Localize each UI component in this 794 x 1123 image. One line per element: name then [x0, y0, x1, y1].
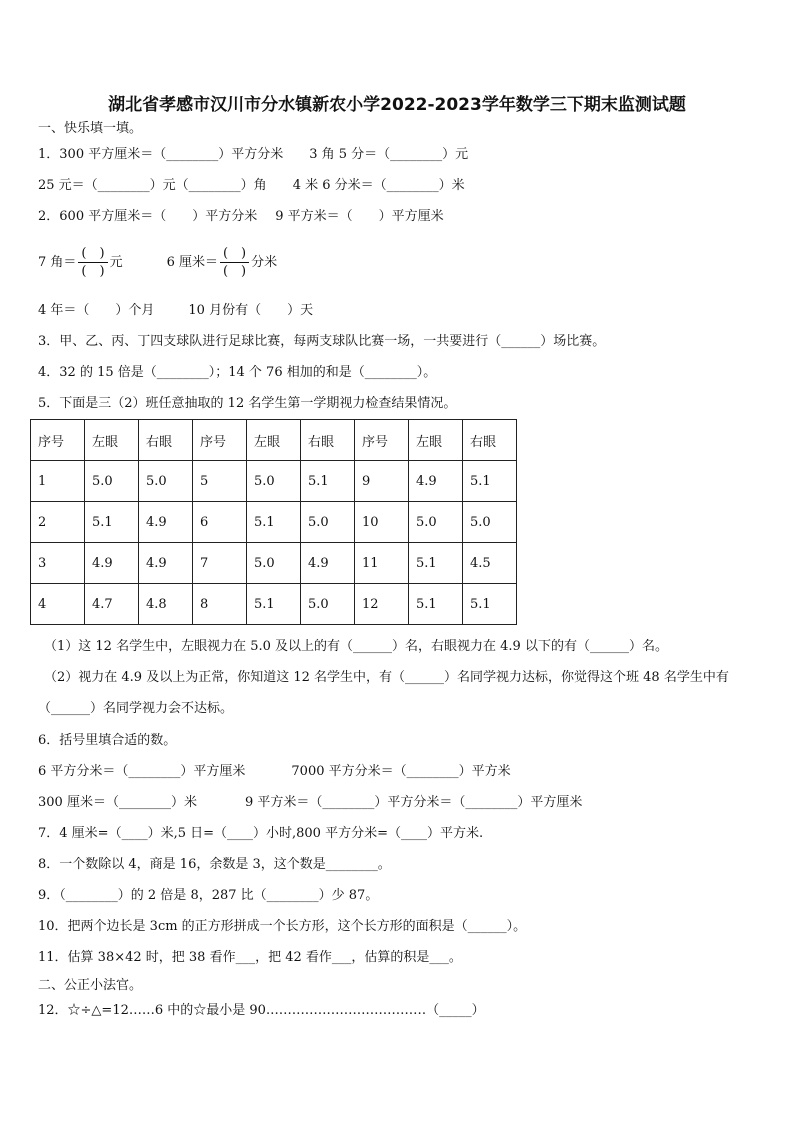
- question-5: 5．下面是三（2）班任意抽取的 12 名学生第一学期视力检查结果情况。: [38, 396, 457, 411]
- fraction-1-denominator: ( ): [81, 264, 105, 279]
- table-header-cell: 右眼: [301, 420, 355, 461]
- table-cell: 5.0: [301, 502, 355, 543]
- table-cell: 5.0: [247, 461, 301, 502]
- table-header-cell: 右眼: [463, 420, 517, 461]
- q1-part-c: 25 元＝（________）元（________）角: [38, 178, 267, 193]
- table-cell: 5.0: [409, 502, 463, 543]
- question-9: 9．（________）的 2 倍是 8，287 比（________）少 87。: [38, 888, 379, 903]
- fraction-2: [220, 245, 249, 280]
- table-cell: 5.0: [301, 584, 355, 625]
- q6-part-b: 7000 平方分米＝（________）平方米: [291, 764, 511, 779]
- question-8: 8．一个数除以 4，商是 16，余数是 3，这个数是________。: [38, 857, 391, 872]
- table-header-cell: 左眼: [85, 420, 139, 461]
- table-cell: 5.0: [247, 543, 301, 584]
- table-header-cell: 序号: [355, 420, 409, 461]
- fraction-2-denominator: ( ): [222, 264, 247, 279]
- table-cell: 4.7: [85, 584, 139, 625]
- q2-part-b: 9 平方米＝（ ）平方厘米: [275, 209, 444, 224]
- question-2-line-1: [38, 209, 444, 225]
- table-cell: 5.1: [463, 461, 517, 502]
- table-cell: 4.9: [139, 543, 193, 584]
- q1-part-b: 3 角 5 分＝（________）元: [309, 147, 469, 162]
- section-heading-2: 二、公正小法官。: [38, 978, 143, 993]
- q6-part-c: 300 厘米＝（________）米: [38, 795, 197, 810]
- section-heading-1: 一、快乐填一填。: [38, 121, 143, 136]
- table-row: [31, 502, 517, 543]
- fraction-1-numerator: ( ): [81, 246, 105, 261]
- table-cell: 2: [31, 502, 85, 543]
- table-cell: 8: [193, 584, 247, 625]
- table-header-row: [31, 420, 517, 461]
- q1-part-a: 1．300 平方厘米＝（________）平方分米: [38, 147, 284, 162]
- table-cell: 4.9: [85, 543, 139, 584]
- table-cell: 4.9: [409, 461, 463, 502]
- fraction-1: [78, 245, 107, 280]
- table-cell: 5.0: [139, 461, 193, 502]
- question-1-line-2: [38, 178, 465, 194]
- table-cell: 11: [355, 543, 409, 584]
- table-header-cell: 序号: [31, 420, 85, 461]
- table-cell: 1: [31, 461, 85, 502]
- table-cell: 5.1: [301, 461, 355, 502]
- question-1-line-1: [38, 147, 468, 163]
- question-6: 6．括号里填合适的数。: [38, 733, 177, 748]
- q2-c-prefix: 7 角＝: [38, 255, 77, 270]
- table-row: [31, 543, 517, 584]
- table-row: [31, 584, 517, 625]
- vision-table: [30, 419, 517, 625]
- table-cell: 5.1: [85, 502, 139, 543]
- table-header-cell: 左眼: [247, 420, 301, 461]
- question-5-part-2-continued: （______）名同学视力会不达标。: [38, 701, 234, 716]
- table-cell: 4.5: [463, 543, 517, 584]
- table-cell: 6: [193, 502, 247, 543]
- q2-c-suffix: 元: [109, 255, 123, 270]
- table-header-cell: 左眼: [409, 420, 463, 461]
- question-5-part-2: （2）视力在 4.9 及以上为正常，你知道这 12 名学生中，有（______）名同学视力达标，你觉得这个班 48 名学生中有: [44, 670, 729, 685]
- table-cell: 5.1: [247, 502, 301, 543]
- question-12: 12．☆÷△=12……6 中的☆最小是 90.………………………………（_____）: [38, 1003, 485, 1018]
- question-7: 7．4 厘米=（____）米,5 日=（____）小时,800 平方分米=（____）平方米.: [38, 826, 484, 841]
- page-title: 湖北省孝感市汉川市分水镇新农小学2022-2023学年数学三下期末监测试题: [108, 95, 686, 115]
- table-cell: 5.1: [247, 584, 301, 625]
- fraction-2-numerator: ( ): [222, 246, 247, 261]
- question-11: 11．估算 38×42 时，把 38 看作___，把 42 看作___，估算的积是___。: [38, 950, 462, 965]
- table-cell: 5.1: [463, 584, 517, 625]
- question-2-fractions: [38, 240, 277, 286]
- q2-d-prefix: 6 厘米＝: [166, 255, 218, 270]
- q1-part-d: 4 米 6 分米＝（________）米: [292, 178, 465, 193]
- table-header-cell: 右眼: [139, 420, 193, 461]
- table-cell: 5.0: [85, 461, 139, 502]
- table-row: [31, 461, 517, 502]
- q6-part-d: 9 平方米＝（________）平方分米＝（________）平方厘米: [244, 795, 583, 810]
- q6-part-a: 6 平方分米＝（________）平方厘米: [38, 764, 246, 779]
- table-cell: 3: [31, 543, 85, 584]
- q2-d-suffix: 分米: [251, 255, 278, 270]
- table-cell: 4.8: [139, 584, 193, 625]
- q2-part-e: 4 年＝（ ）个月: [38, 303, 155, 318]
- question-6-line-2: [38, 795, 582, 811]
- question-10: 10．把两个边长是 3cm 的正方形拼成一个长方形，这个长方形的面积是（______）。: [38, 919, 527, 934]
- table-cell: 9: [355, 461, 409, 502]
- table-cell: 10: [355, 502, 409, 543]
- question-3: 3．甲、乙、丙、丁四支球队进行足球比赛，每两支球队比赛一场，一共要进行（______）场比赛。: [38, 334, 606, 349]
- question-6-line-1: [38, 764, 511, 780]
- table-cell: 4.9: [139, 502, 193, 543]
- table-cell: 5.1: [409, 543, 463, 584]
- table-cell: 4: [31, 584, 85, 625]
- question-2-line-3: [38, 303, 313, 319]
- table-cell: 5.0: [463, 502, 517, 543]
- table-cell: 5: [193, 461, 247, 502]
- q2-part-a: 2．600 平方厘米＝（ ）平方分米: [38, 209, 258, 224]
- table-cell: 7: [193, 543, 247, 584]
- q2-part-f: 10 月份有（ ）天: [188, 303, 314, 318]
- table-cell: 4.9: [301, 543, 355, 584]
- table-header-cell: 序号: [193, 420, 247, 461]
- question-4: 4．32 的 15 倍是（________）；14 个 76 相加的和是（________）。: [38, 365, 437, 380]
- table-cell: 5.1: [409, 584, 463, 625]
- table-cell: 12: [355, 584, 409, 625]
- question-5-part-1: （1）这 12 名学生中，左眼视力在 5.0 及以上的有（______）名，右眼视力在 4.9 以下的有（______）名。: [44, 639, 668, 654]
